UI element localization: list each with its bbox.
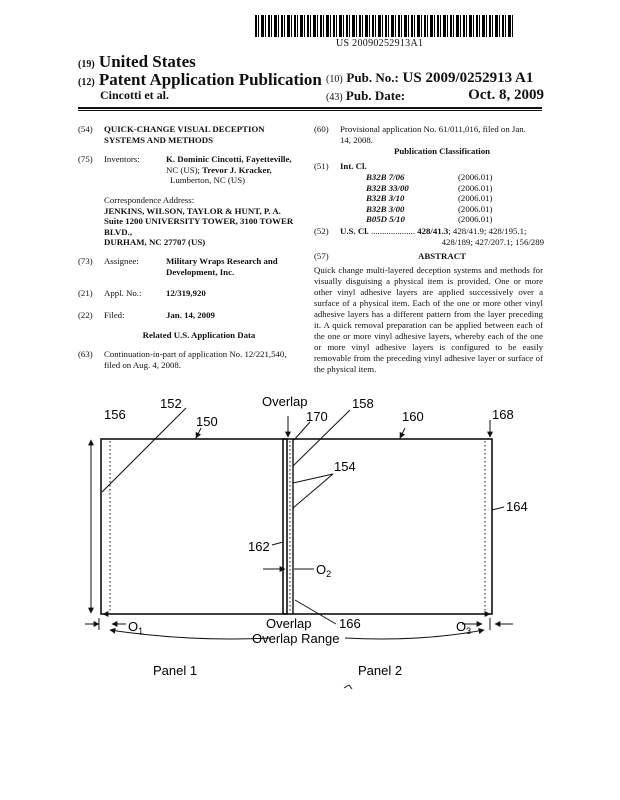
o2-subscript: 2: [326, 569, 332, 579]
int-cl-class: B32B 3/10: [366, 193, 405, 204]
filed-value: Jan. 14, 2009: [166, 310, 215, 320]
title-code: (54): [78, 124, 93, 134]
correspondence-label: Correspondence Address:: [104, 195, 195, 205]
int-cl-row: [366, 172, 492, 183]
inventors-code: (75): [78, 154, 93, 164]
o3-label: [456, 619, 471, 636]
overlap-bottom-label: Overlap: [266, 616, 312, 631]
us-cl-rest: ; 428/41.9; 428/195.1;: [448, 226, 527, 236]
correspondence-line: JENKINS, WILSON, TAYLOR & HUNT, P. A.: [104, 205, 281, 216]
int-cl-year: (2006.01): [458, 182, 493, 193]
int-cl-row: [366, 214, 492, 225]
panel-2-outline: [283, 439, 492, 614]
leader-154b: [293, 474, 333, 508]
assignee-label: Assignee:: [104, 256, 139, 266]
appl-code: (21): [78, 288, 93, 298]
us-cl-main: 428/41.3: [417, 226, 449, 236]
abstract-heading: ABSTRACT: [418, 251, 466, 261]
provisional-line: 14, 2008.: [340, 134, 373, 145]
stray-mark: [344, 685, 352, 689]
leader-170: [294, 422, 310, 440]
panel-1-label: Panel 1: [153, 663, 198, 678]
int-cl-row: [366, 204, 492, 215]
type-code: (12): [78, 77, 95, 88]
filed-label: Filed:: [104, 310, 125, 320]
ref-168: 168: [492, 407, 514, 422]
filed-code: (22): [78, 310, 93, 320]
inventor-line: NC (US);: [166, 164, 203, 175]
provisional-line: Provisional application No. 61/011,016, filed on Jan.: [340, 124, 526, 134]
us-cl-dots: ....................: [368, 226, 416, 236]
us-cl-code: (52): [314, 226, 329, 236]
appl-label: Appl. No.:: [104, 288, 142, 298]
figure: [0, 380, 620, 700]
int-cl-list: [366, 172, 492, 225]
appl-value: 12/319,920: [166, 288, 206, 298]
int-cl-class: B05D 5/10: [366, 214, 405, 225]
ref-156: 156: [104, 407, 126, 422]
barcode-number: US 20090252913A1: [336, 38, 424, 49]
int-cl-year: (2006.01): [458, 172, 493, 182]
pub-no-value: US 2009/0252913 A1: [402, 70, 534, 86]
assignee: [166, 256, 278, 277]
pub-date-line: [326, 88, 544, 104]
authors: Cincotti et al.: [100, 88, 169, 102]
int-cl-year: (2006.01): [458, 193, 493, 204]
assignee-line: Military Wraps Research and: [166, 256, 278, 266]
related-heading: Related U.S. Application Data: [142, 330, 256, 340]
ref-150: 150: [196, 414, 218, 429]
continuation: [104, 349, 287, 370]
overlap-range-label: Overlap Range: [252, 631, 340, 646]
correspondence-line: BLVD.,: [104, 226, 133, 237]
inventors: [166, 154, 292, 186]
int-cl-label: Int. Cl.: [340, 161, 367, 171]
pub-date-value: Oct. 8, 2009: [468, 87, 544, 103]
int-cl-class: B32B 7/06: [366, 172, 405, 182]
doc-type-line: [78, 70, 322, 90]
o3-subscript: 3: [466, 626, 472, 636]
int-cl-year: (2006.01): [458, 214, 493, 225]
ref-154: 154: [334, 459, 356, 474]
pub-no-label: Pub. No.:: [346, 70, 399, 85]
inventor-line: Lumberton, NC (US): [170, 175, 246, 186]
title-line: QUICK-CHANGE VISUAL DECEPTION: [104, 124, 265, 134]
country: United States: [98, 52, 196, 71]
assignee-code: (73): [78, 256, 93, 266]
country-line: [78, 52, 196, 72]
o1-subscript: 1: [138, 626, 144, 636]
inventors-label: Inventors:: [104, 154, 140, 164]
title-line: SYSTEMS AND METHODS: [104, 134, 214, 145]
country-code: (19): [78, 59, 95, 70]
title: [104, 124, 265, 145]
int-cl-class: B32B 33/00: [366, 182, 409, 193]
assignee-line: Development, Inc.: [166, 266, 235, 277]
ref-152: 152: [160, 396, 182, 411]
correspondence: [104, 195, 293, 248]
ref-170: 170: [306, 409, 328, 424]
ref-158: 158: [352, 396, 374, 411]
provisional: [340, 124, 526, 145]
header-rule-thin: [78, 110, 542, 111]
pub-class-heading: Publication Classification: [393, 146, 491, 156]
panel-2-label: Panel 2: [358, 663, 403, 678]
o2-letter: O: [316, 562, 327, 577]
o2-label: [316, 562, 331, 579]
int-cl-row: [366, 193, 492, 204]
pub-date-label: Pub. Date:: [345, 88, 406, 103]
us-cl-label: U.S. Cl.: [340, 226, 369, 236]
abstract-text: Quick change multi-layered deception systems and methods for visually disguising a physical item is provided. One or more other vinyl adhesive layers are applied successively over a surface of a physical item. Each of the one or more other vinyl adhesive layers has a different pattern from the layer preceding it. A quick removal preparation can be applied between each of the one or more vinyl adhesive layers, whereby each of the one or more vinyl adhesive layers is configured to be easily removable from the preceding vinyl adhesive layer or surface of the physical item.: [314, 265, 543, 374]
provisional-code: (60): [314, 124, 329, 134]
continuation-line: filed on Aug. 4, 2008.: [104, 359, 181, 370]
pub-number-line: [326, 70, 533, 87]
int-cl-code: (51): [314, 161, 329, 171]
doc-type: Patent Application Publication: [98, 70, 322, 89]
ref-162: 162: [248, 539, 270, 554]
ref-164: 164: [506, 499, 528, 514]
ref-160: 160: [402, 409, 424, 424]
o1-letter: O: [128, 619, 139, 634]
continuation-code: (63): [78, 349, 93, 359]
arrow-160: [400, 428, 405, 438]
correspondence-line: DURHAM, NC 27707 (US): [104, 237, 206, 248]
pub-date-code: (43): [326, 92, 343, 103]
us-cl: [340, 226, 544, 247]
inventor-line: K. Dominic Cincotti, Fayetteville,: [166, 154, 292, 164]
inventor-line: Trevor J. Kracker,: [202, 164, 272, 175]
o3-letter: O: [456, 619, 467, 634]
int-cl-row: [366, 183, 492, 194]
pub-no-code: (10): [326, 74, 343, 85]
continuation-line: Continuation-in-part of application No. 12/221,540,: [104, 349, 287, 359]
int-cl-year: (2006.01): [458, 203, 493, 214]
header-rule: [78, 107, 542, 109]
barcode: [255, 15, 513, 37]
abstract-code: (57): [314, 251, 329, 261]
correspondence-line: Suite 1200 UNIVERSITY TOWER, 3100 TOWER: [104, 216, 294, 227]
us-cl-rest-line: 428/189; 427/207.1; 156/289: [441, 236, 544, 247]
leader-162: [272, 542, 283, 545]
leader-164: [492, 507, 504, 510]
int-cl-class: B32B 3/00: [366, 203, 405, 214]
o1-label: [128, 619, 143, 636]
ref-166: 166: [339, 616, 361, 631]
overlap-top-label: Overlap: [262, 394, 308, 409]
arrow-150: [196, 428, 201, 438]
